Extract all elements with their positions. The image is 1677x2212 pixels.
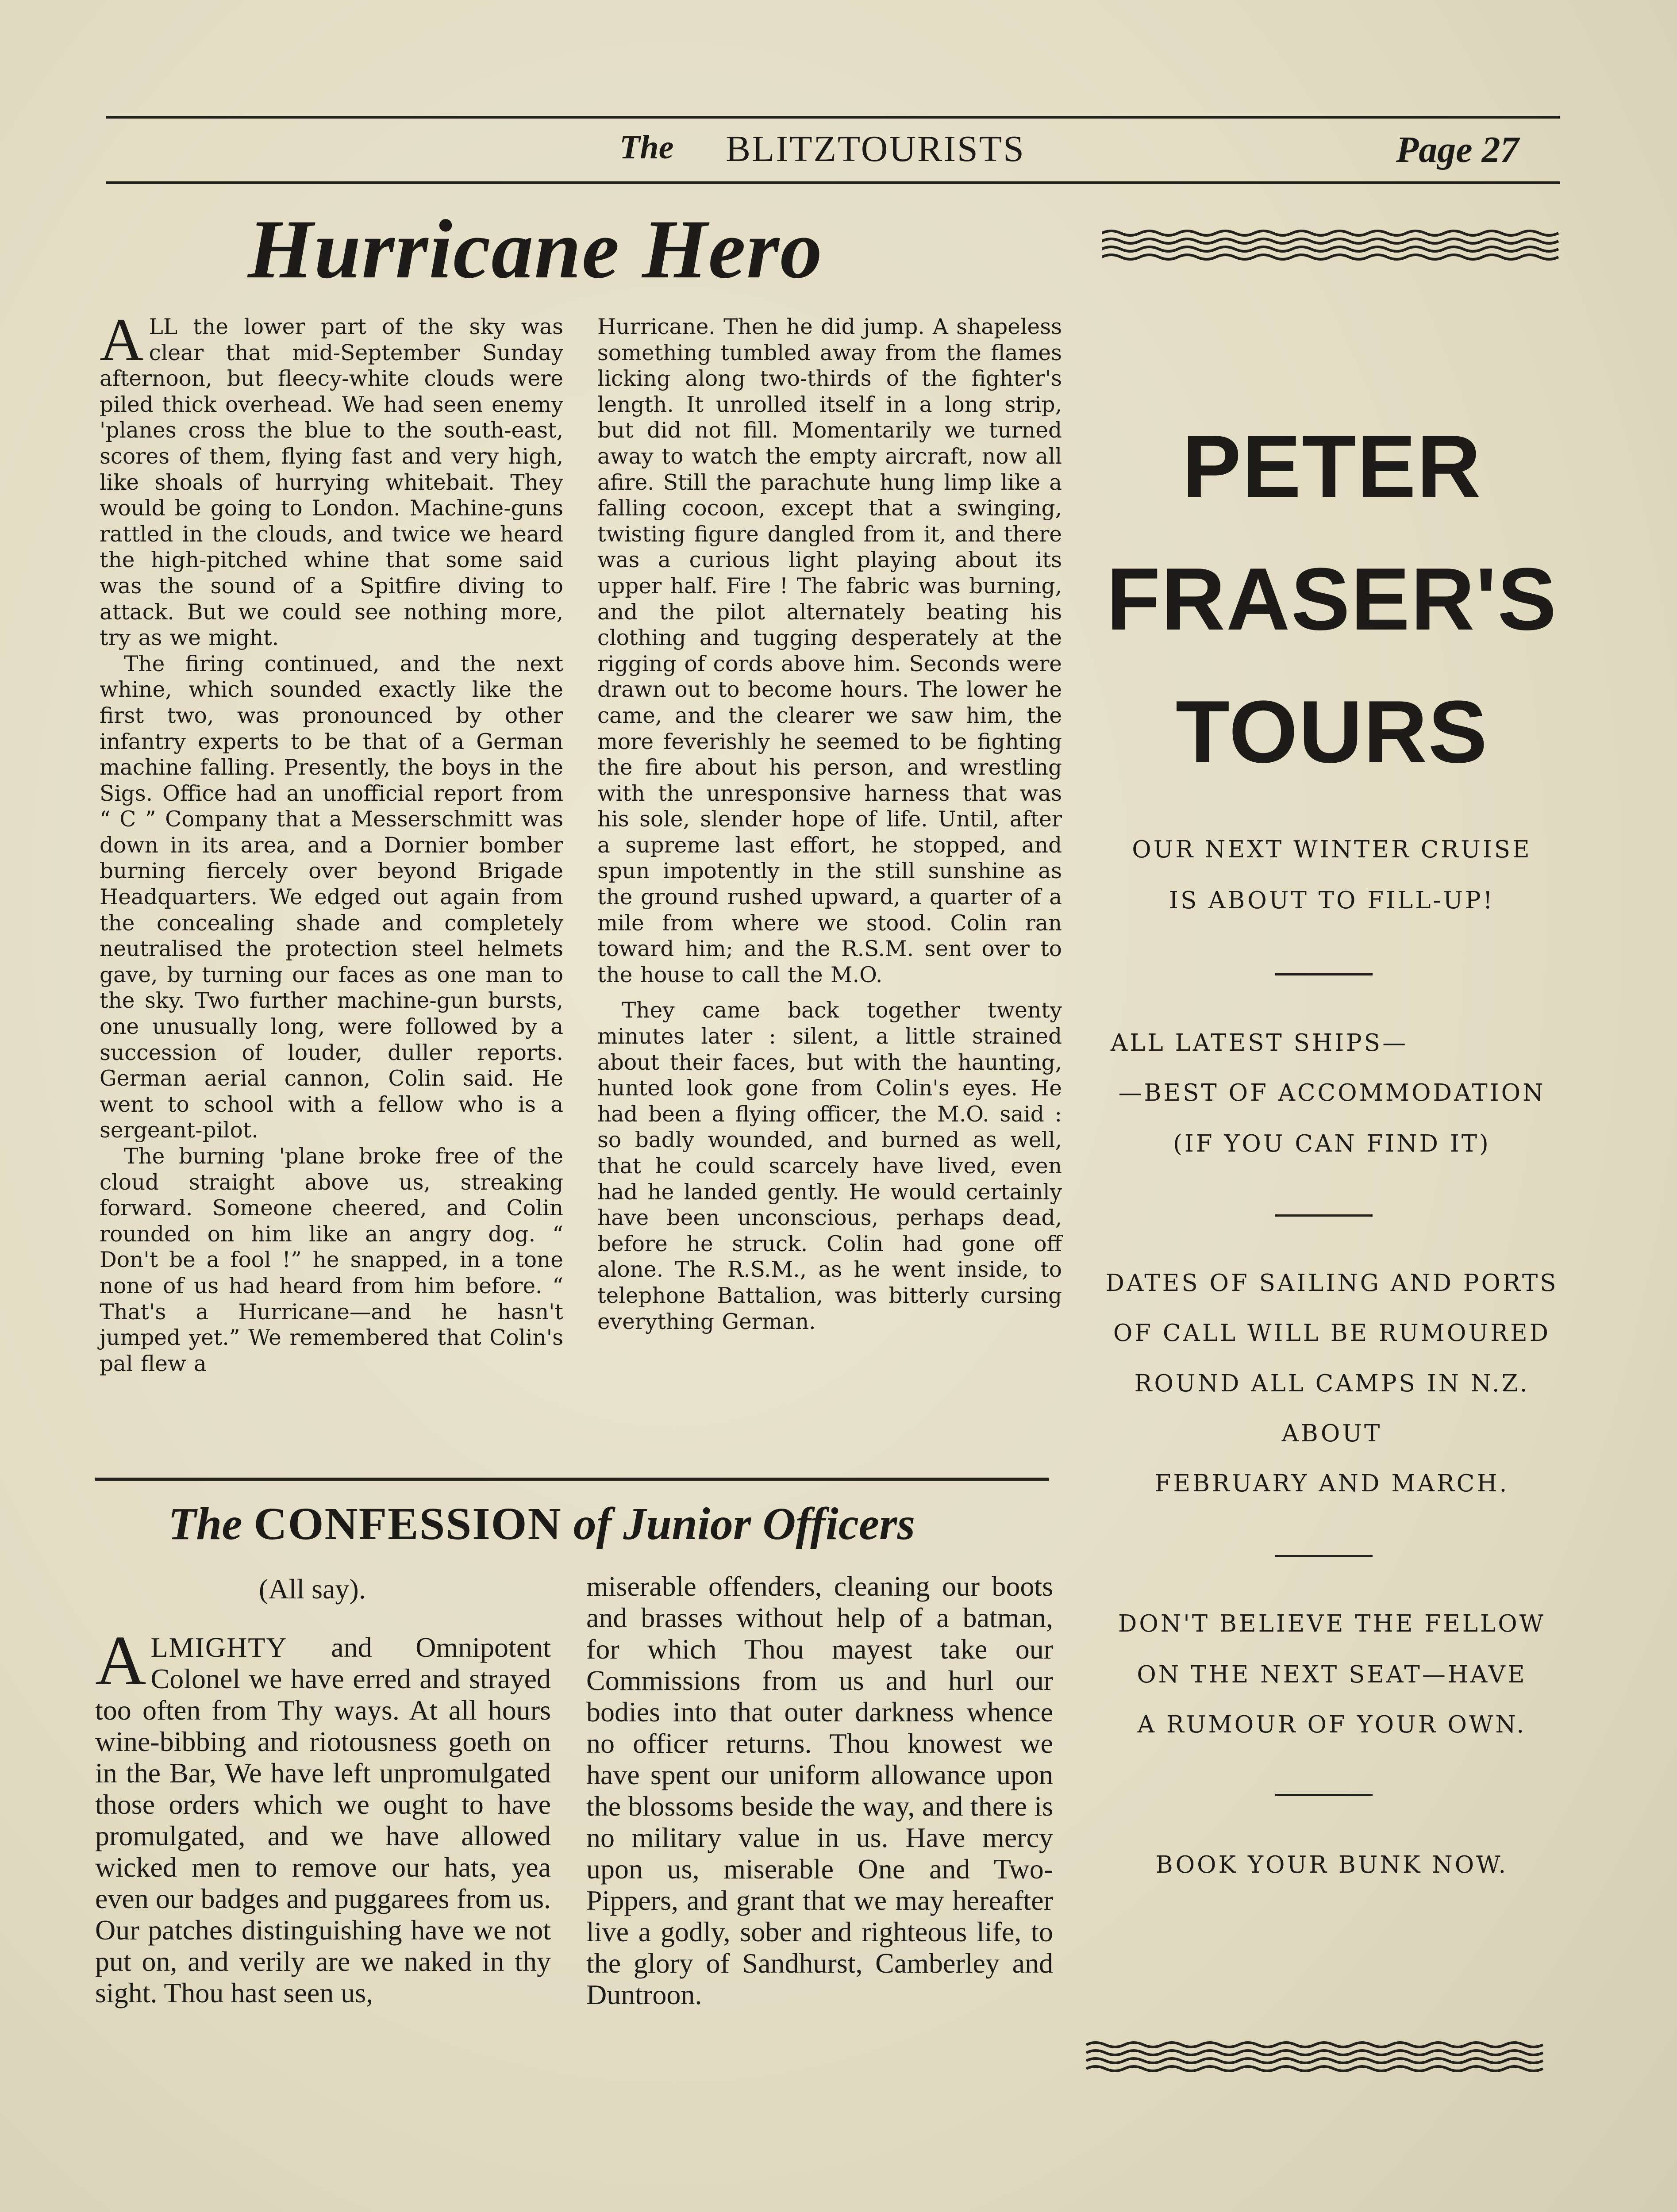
confession-first-word: LMIGHTY — [150, 1632, 288, 1663]
article-column-1 — [100, 306, 563, 1377]
confession-title-rest: Junior Officers — [623, 1498, 915, 1549]
advert-divider — [1275, 973, 1373, 975]
advert-believe-line-2: ON THE NEXT SEAT—HAVE — [1137, 1661, 1527, 1688]
advert-believe-line-3: A RUMOUR OF YOUR OWN. — [1137, 1711, 1527, 1738]
confession-text: and Omnipotent Colonel we have erred and strayed too often from Thy ways. At all hours wine-bibbing and riotousness goeth on in the Bar, We have left unpromulgated those orders which we ought to have promulgated, and we have allowed wicked men to remove our hats, yea even our badges and puggarees from us. Our patches distinguishing have we not put on, and verily are we naked in thy sight. Thou hast seen us, — [95, 1632, 551, 2008]
article-paragraph: The firing continued, and the next whine, which sounded exactly like the first two, was pronounced by other infantry experts to be that of a German machine falling. Presently, the boys in the Sigs. Office had an unofficial report from “ C ” Company that a Messerschmitt was down in its area, and a Dornier bomber burning fiercely over beyond Brigade Headquarters. We edged out again from the concealing shade and completely neutralised the protection steel helmets gave, by turning our faces as one man to the sky. Two further machine-gun bursts, one unusually long, were followed by a succession of louder, duller reports. German aerial cannon, Colin said. He went to school with a fellow who is a sergeant-pilot. — [100, 651, 563, 1143]
confession-title — [168, 1498, 915, 1550]
advert-cruise-line-2: IS ABOUT TO FILL-UP! — [1169, 887, 1495, 914]
article-text: LL the lower part of the sky was clear that mid-September Sunday afternoon, but fleecy-white clouds were piled thick overhead. We had seen enemy 'planes cross the blue to the south-east, scores of them, flying fast and very high, like shoals of hurrying whitebait. They would be going to London. Machine-guns rattled in the clouds, and twice we heard the high-pitched whine that some said was the sound of a Spitfire diving to attack. But we could see nothing more, try as we might. — [100, 315, 563, 651]
advert-book-now: BOOK YOUR BUNK NOW. — [1155, 1851, 1508, 1878]
confession-paragraph: miserable offenders, cleaning our boots and brasses without help of a batman, for which Thou mayest take our Commissions from us and hurl our bodies into that outer darkness whence no officer returns. Thou knowest we have spent our uniform allowance upon the blossoms beside the way, and there is no military value in us. Have mercy upon us, miserable One and Two-Pippers, and grant that we may hereafter live a godly, sober and righteous life, to the glory of Sandhurst, Camberley and Duntroon. — [586, 1571, 1053, 2010]
advert-dates-line-4: ABOUT — [1281, 1420, 1382, 1447]
confession-title-the: The — [168, 1498, 242, 1549]
advert-believe-line-1: DON'T BELIEVE THE FELLOW — [1118, 1610, 1546, 1637]
advert-divider — [1275, 1555, 1373, 1557]
confession-drop-cap: A — [95, 1621, 146, 1700]
advert-dates-line-1: DATES OF SAILING AND PORTS — [1105, 1270, 1558, 1297]
article-paragraph: They came back together twenty minutes later : silent, a little strained about their faces, but with the haunting, hunted look gone from Colin's eyes. He had been a flying officer, the M.O. said : so badly wounded, and burned as well, that he could scarcely have lived, even had he landed gently. He would certainly have been unconscious, perhaps dead, before he struck. Colin had gone off alone. The R.S.M., as he went inside, to telephone Battalion, was bitterly cursing everything German. — [597, 998, 1062, 1334]
header-bottom-rule — [106, 181, 1560, 184]
advert-ships-line-1: ALL LATEST SHIPS— — [1111, 1029, 1408, 1056]
header-publication-title: BLITZTOURISTS — [726, 128, 1025, 169]
advert-divider — [1275, 1794, 1373, 1796]
advert-dates-line-2: OF CALL WILL BE RUMOURED — [1113, 1320, 1551, 1347]
header-top-rule — [106, 116, 1560, 119]
header-the-label: The — [619, 129, 674, 166]
article-paragraph: The burning 'plane broke free of the cloud straight above us, streaking forward. Someone cheered, and Colin rounded on him like an angry dog. “ Don't be a fool !” he snapped, in a tone none of us had heard from him before. “ That's a Hurricane—and he hasn't jumped yet.” We remembered that Colin's pal flew a — [100, 1144, 563, 1376]
article-headline: Hurricane Hero — [248, 203, 823, 296]
advert-dates-line-5: FEBRUARY AND MARCH. — [1154, 1470, 1509, 1497]
confession-column-2 — [586, 1571, 1053, 2010]
article-drop-cap: A — [100, 306, 144, 373]
article-paragraph — [100, 306, 563, 651]
confession-title-of: of — [573, 1498, 612, 1549]
confession-paragraph — [95, 1621, 551, 2008]
advert-ships-line-2: —BEST OF ACCOMMODATION — [1118, 1079, 1546, 1106]
confession-subtitle: (All say). — [259, 1573, 366, 1605]
advert-divider — [1275, 1214, 1373, 1217]
confession-title-main: CONFESSION — [254, 1498, 562, 1549]
confession-column-1 — [95, 1621, 551, 2008]
advert-ships-line-3: (IF YOU CAN FIND IT) — [1173, 1130, 1491, 1157]
header-page-number: Page 27 — [1396, 129, 1519, 170]
section-divider — [95, 1478, 1049, 1481]
advert-cruise-line-1: OUR NEXT WINTER CRUISE — [1132, 836, 1532, 863]
article-paragraph: Hurricane. Then he did jump. A shapeless something tumbled away from the flames licking along two-thirds of the fighter's length. It unrolled itself in a long strip, but did not fill. Momentarily we turned away to watch the empty aircraft, now all afire. Still the parachute hung limp like a falling cocoon, except that a swinging, twisting figure dangled from it, and there was a curious light playing about its upper half. Fire ! The fabric was burning, and the pilot alternately beating his clothing and tugging desperately at the rigging of cords above him. Seconds were drawn out to become hours. The lower he came, and the clearer we saw him, the more feverishly he seemed to be fighting the fire about his person, and wrestling with the unresponsive harness that was his sole, slender hope of life. Until, after a supreme last effort, he stopped, and spun impotently in the still sunshine as the ground rushed upward, a quarter of a mile from where we stood. Colin ran toward him; and the R.S.M. sent over to the house to call the M.O. — [597, 315, 1062, 987]
advert-title-tours: TOURS — [1175, 683, 1489, 781]
advert-title-frasers: FRASER'S — [1106, 550, 1558, 649]
advert-title-peter: PETER — [1182, 417, 1482, 516]
article-column-2 — [597, 314, 1062, 1335]
top-wave-ornament — [1102, 228, 1560, 263]
advert-dates-line-3: ROUND ALL CAMPS IN N.Z. — [1134, 1370, 1530, 1397]
bottom-wave-ornament — [1086, 2039, 1544, 2075]
